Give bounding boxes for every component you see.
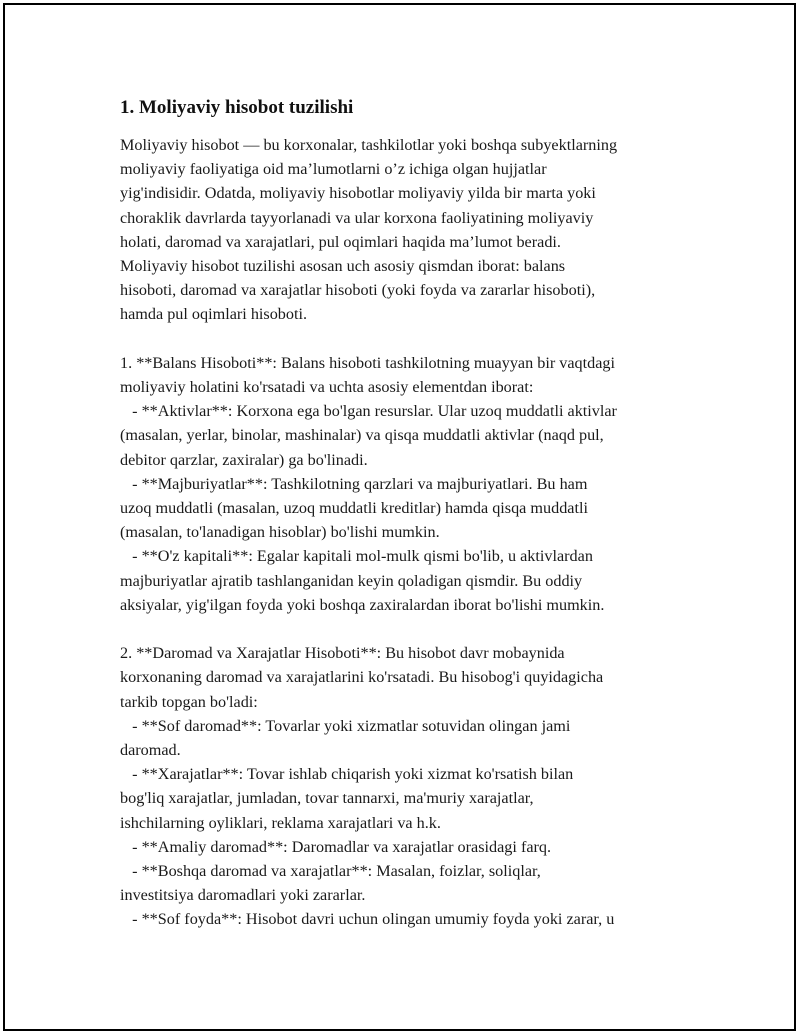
- section-balance-sheet: [120, 351, 700, 617]
- text-line: debitor qarzlar, zaxiralar) ga bo'linadi.: [120, 450, 368, 469]
- paragraph-gap: [120, 617, 700, 641]
- text-line: Moliyaviy hisobot tuzilishi asosan uch asosiy qismdan iborat: balans: [120, 257, 566, 276]
- section-income-statement: [120, 641, 700, 931]
- text-line: - **O'z kapitali**: Egalar kapitali mol-mulk qismi bo'lib, u aktivlardan: [120, 547, 593, 566]
- text-line: korxonaning daromad va xarajatlarini ko'rsatadi. Bu hisobog'i quyidagicha: [120, 668, 604, 687]
- text-line: 1. **Balans Hisoboti**: Balans hisoboti tashkilotning muayyan bir vaqtdagi: [120, 353, 616, 372]
- intro-paragraph: [120, 133, 700, 327]
- text-line: tarkib topgan bo'ladi:: [120, 692, 258, 711]
- text-line: daromad.: [120, 741, 181, 760]
- text-line: - **Sof foyda**: Hisobot davri uchun olingan umumiy foyda yoki zarar, u: [120, 910, 615, 929]
- text-line: - **Aktivlar**: Korxona ega bo'lgan resurslar. Ular uzoq muddatli aktivlar: [120, 402, 617, 421]
- text-line: yig'indisidir. Odatda, moliyaviy hisobotlar moliyaviy yilda bir marta yoki: [120, 184, 596, 203]
- text-line: - **Amaliy daromad**: Daromadlar va xarajatlar orasidagi farq.: [120, 837, 552, 856]
- text-line: hisoboti, daromad va xarajatlar hisoboti (yoki foyda va zararlar hisoboti),: [120, 281, 596, 300]
- text-line: moliyaviy holatini ko'rsatadi va uchta asosiy elementdan iborat:: [120, 378, 534, 397]
- text-line: investitsiya daromadlari yoki zararlar.: [120, 886, 366, 905]
- text-line: Moliyaviy hisobot — bu korxonalar, tashkilotlar yoki boshqa subyektlarning: [120, 136, 618, 154]
- page-frame: [3, 3, 796, 1031]
- text-line: - **Boshqa daromad va xarajatlar**: Masalan, foizlar, soliqlar,: [120, 862, 541, 881]
- text-line: uzoq muddatli (masalan, uzoq muddatli kreditlar) hamda qisqa muddatli: [120, 499, 588, 518]
- text-line: ishchilarning oyliklari, reklama xarajatlari va h.k.: [120, 813, 441, 832]
- paragraph-gap: [120, 327, 700, 351]
- text-line: hamda pul oqimlari hisoboti.: [120, 305, 308, 324]
- text-line: choraklik davrlarda tayyorlanadi va ular korxona faoliyatining moliyaviy: [120, 208, 594, 227]
- text-line: - **Majburiyatlar**: Tashkilotning qarzlari va majburiyatlari. Bu ham: [120, 474, 588, 493]
- text-line: holati, daromad va xarajatlari, pul oqimlari haqida ma’lumot beradi.: [120, 232, 561, 251]
- text-line: moliyaviy faoliyatiga oid ma’lumotlarni o’z ichiga olgan hujjatlar: [120, 160, 547, 179]
- text-line: - **Sof daromad**: Tovarlar yoki xizmatlar sotuvidan olingan jami: [120, 716, 571, 735]
- document-title: 1. Moliyaviy hisobot tuzilishi: [120, 97, 354, 118]
- text-line: aksiyalar, yig'ilgan foyda yoki boshqa zaxiralardan iborat bo'lishi mumkin.: [120, 595, 605, 614]
- text-line: (masalan, to'lanadigan hisoblar) bo'lishi mumkin.: [120, 523, 440, 542]
- text-line: bog'liq xarajatlar, jumladan, tovar tannarxi, ma'muriy xarajatlar,: [120, 789, 534, 808]
- text-line: - **Xarajatlar**: Tovar ishlab chiqarish yoki xizmat ko'rsatish bilan: [120, 765, 574, 784]
- document-body: [120, 95, 700, 932]
- text-line: (masalan, yerlar, binolar, mashinalar) va qisqa muddatli aktivlar (naqd pul,: [120, 426, 604, 445]
- text-line: majburiyatlar ajratib tashlanganidan keyin qoladigan qismdir. Bu oddiy: [120, 571, 583, 590]
- text-line: 2. **Daromad va Xarajatlar Hisoboti**: Bu hisobot davr mobaynida: [120, 644, 565, 663]
